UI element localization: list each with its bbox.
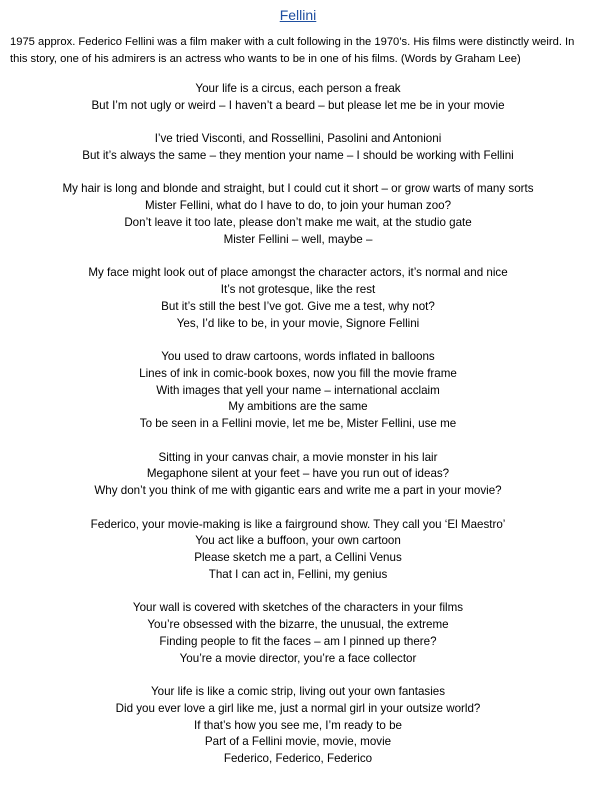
poem-stanza [10,517,586,584]
poem-line: You’re obsessed with the bizarre, the unusual, the extreme [147,618,449,632]
poem-stanza [10,81,586,115]
poem-line: Sitting in your canvas chair, a movie monster in his lair [158,450,438,464]
poem-line: Finding people to fit the faces – am I pinned up there? [159,634,437,648]
poem-stanza [10,450,586,500]
poem-stanza [10,349,586,433]
poem-line: You’re a movie director, you’re a face collector [179,651,417,665]
poem-line: Please sketch me a part, a Cellini Venus [194,551,402,565]
poem-line: You used to draw cartoons, words inflated in balloons [161,349,435,363]
poem-line: Mister Fellini – well, maybe – [223,232,373,246]
poem-line: It’s not grotesque, like the rest [220,282,376,296]
poem-body [10,81,586,768]
poem-line: Megaphone silent at your feet – have you run out of ideas? [146,467,450,481]
poem-line: But it’s always the same – they mention your name – I should be working with Fellini [82,148,514,162]
poem-line: With images that yell your name – international acclaim [156,383,440,397]
intro-paragraph: 1975 approx. Federico Fellini was a film maker with a cult following in the 1970’s. His films were distinctly weird. In this story, one of his admirers is an actress who wants to be in one of his films. (Words by Graham Lee) [10,36,575,65]
poem-line: Why don’t you think of me with gigantic ears and write me a part in your movie? [94,484,502,498]
poem-line: Your life is like a comic strip, living out your own fantasies [150,685,446,699]
poem-line: My hair is long and blonde and straight, but I could cut it short – or grow warts of many sorts [62,182,534,196]
poem-line: Federico, your movie-making is like a fairground show. They call you ‘El Maestro’ [90,517,506,531]
poem-line: Yes, I’d like to be, in your movie, Signore Fellini [176,316,420,330]
poem-stanza [10,600,586,667]
poem-line: Lines of ink in comic-book boxes, now you fill the movie frame [139,366,457,380]
document-title: Fellini [279,7,317,23]
poem-line: You act like a buffoon, your own cartoon [195,534,401,548]
poem-line: To be seen in a Fellini movie, let me be, Mister Fellini, use me [139,417,457,431]
poem-stanza [10,265,586,332]
poem-stanza [10,131,586,165]
poem-line: Federico, Federico, Federico [223,752,373,766]
poem-line: Did you ever love a girl like me, just a normal girl in your outsize world? [115,701,481,715]
poem-line: I’ve tried Visconti, and Rossellini, Pasolini and Antonioni [154,132,442,146]
poem-line: But I’m not ugly or weird – I haven’t a beard – but please let me be in your movie [91,98,505,112]
poem-line: That I can act in, Fellini, my genius [208,567,388,581]
poem-stanza [10,684,586,768]
poem-line: My face might look out of place amongst the character actors, it’s normal and nice [88,266,508,280]
poem-line: My ambitions are the same [228,400,368,414]
poem-line: Mister Fellini, what do I have to do, to join your human zoo? [144,199,452,213]
poem-line: Don’t leave it too late, please don’t make me wait, at the studio gate [124,215,472,229]
poem-line: Your life is a circus, each person a freak [195,82,401,95]
poem-line: Part of a Fellini movie, movie, movie [204,735,392,749]
poem-line: If that’s how you see me, I’m ready to be [194,718,402,732]
poem-line: Your wall is covered with sketches of the characters in your films [132,601,464,615]
poem-line: But it’s still the best I’ve got. Give me a test, why not? [161,299,435,313]
poem-stanza [10,181,586,248]
